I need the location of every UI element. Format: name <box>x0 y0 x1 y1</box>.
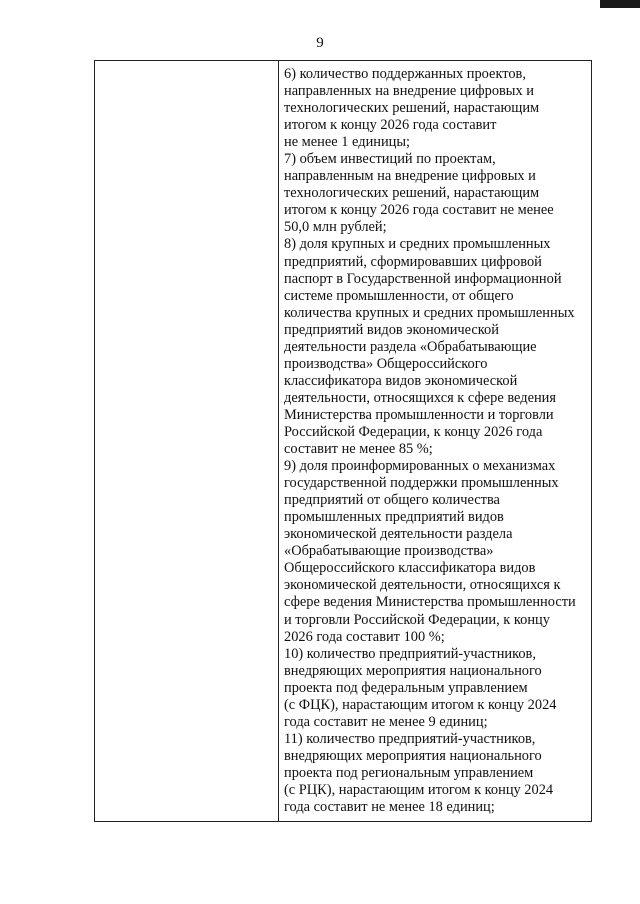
text-line: 2026 года составит 100 %; <box>284 628 445 645</box>
text-line: 7) объем инвестиций по проектам, <box>284 151 496 168</box>
table-right-cell <box>279 61 591 821</box>
text-line: технологических решений, нарастающим <box>284 185 540 202</box>
text-line: составит не менее 85 %; <box>284 441 433 458</box>
text-line: сфере ведения Министерства промышленности <box>284 594 576 611</box>
text-line: направленных на внедрение цифровых и <box>284 83 534 100</box>
text-line: не менее 1 единицы; <box>284 134 411 151</box>
page-number: 9 <box>316 35 324 51</box>
text-line: экономической деятельности раздела <box>284 526 513 543</box>
text-line: итогом к концу 2026 года составит не менее <box>284 202 554 219</box>
text-line: Министерства промышленности и торговли <box>284 406 554 423</box>
text-line: проекта под региональным управлением <box>284 764 534 781</box>
text-line: внедряющих мероприятия национального <box>284 747 542 764</box>
text-line: технологических решений, нарастающим <box>284 100 540 117</box>
text-line: промышленных предприятий видов <box>284 509 504 526</box>
text-line: предприятий, сформировавших цифровой <box>284 253 542 270</box>
text-line: предприятий от общего количества <box>284 492 500 509</box>
text-line: 11) количество предприятий-участников, <box>284 730 536 747</box>
text-line: количества крупных и средних промышленных <box>284 304 575 321</box>
text-line: государственной поддержки промышленных <box>284 475 559 492</box>
text-line: «Обрабатывающие производства» <box>284 543 494 560</box>
text-line: (с РЦК), нарастающим итогом к концу 2024 <box>284 781 554 798</box>
table-left-cell <box>95 61 279 821</box>
text-line: производства» Общероссийского <box>284 355 488 372</box>
text-line: внедряющих мероприятия национального <box>284 662 542 679</box>
text-line: паспорт в Государственной информационной <box>284 270 562 287</box>
text-line: 50,0 млн рублей; <box>284 219 387 236</box>
text-line: 9) доля проинформированных о механизмах <box>284 458 556 475</box>
text-line: итогом к концу 2026 года составит <box>284 117 497 134</box>
scan-corner-mark <box>600 0 640 8</box>
text-line: классификатора видов экономической <box>284 372 518 389</box>
text-line: (с ФЦК), нарастающим итогом к концу 2024 <box>284 696 557 713</box>
text-line: проекта под федеральным управлением <box>284 679 528 696</box>
text-line: системе промышленности, от общего <box>284 287 514 304</box>
text-line: предприятий видов экономической <box>284 321 499 338</box>
text-line: и торговли Российской Федерации, к концу <box>284 611 550 628</box>
text-line: экономической деятельности, относящихся к <box>284 577 561 594</box>
text-line: деятельности раздела «Обрабатывающие <box>284 338 537 355</box>
text-line: Общероссийского классификатора видов <box>284 560 536 577</box>
document-table <box>94 60 592 822</box>
text-line: Российской Федерации, к концу 2026 года <box>284 423 543 440</box>
text-line: направленным на внедрение цифровых и <box>284 168 536 185</box>
text-line: деятельности, относящихся к сфере ведения <box>284 389 556 406</box>
text-line: года составит не менее 9 единиц; <box>284 713 488 730</box>
text-line: года составит не менее 18 единиц; <box>284 799 495 816</box>
text-line: 8) доля крупных и средних промышленных <box>284 236 551 253</box>
text-line: 6) количество поддержанных проектов, <box>284 66 526 82</box>
text-line: 10) количество предприятий-участников, <box>284 645 536 662</box>
